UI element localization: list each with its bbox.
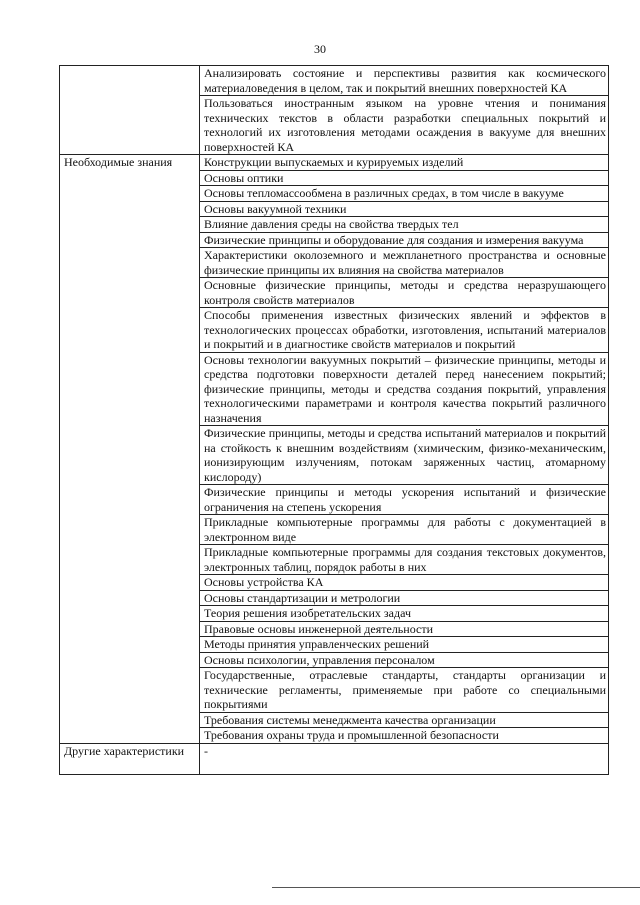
knowledge-item: Физические принципы, методы и средства испытаний материалов и покрытий на стойкость к внешним воздействиям (химическим, физико-механическим, ионизирующим излучениям, потокам заряженных частиц, атомарному кислороду) (200, 426, 609, 485)
category-cell-empty (60, 66, 200, 155)
knowledge-item: Основы оптики (200, 170, 609, 186)
table-row (60, 743, 609, 774)
knowledge-item: Основы психологии, управления персоналом (200, 652, 609, 668)
knowledge-item: Теория решения изобретательских задач (200, 606, 609, 622)
category-label-other: Другие характеристики (60, 743, 200, 774)
competency-table-body (60, 66, 609, 775)
knowledge-item: Основные физические принципы, методы и средства неразрушающего контроля свойств материалов (200, 278, 609, 308)
knowledge-item: Основы тепломассообмена в различных средах, в том числе в вакууме (200, 186, 609, 202)
knowledge-item: Требования системы менеджмента качества организации (200, 712, 609, 728)
knowledge-item: Государственные, отраслевые стандарты, стандарты организации и технические регламенты, применяемые при работе со специальными покрытиями (200, 668, 609, 713)
knowledge-item: Основы вакуумной техники (200, 201, 609, 217)
page-number: 30 (314, 42, 326, 56)
bottom-divider (272, 887, 640, 888)
knowledge-item: Способы применения известных физических явлений и эффектов в технологических процессах обработки, изготовления, испытаний материалов и покрытий и в диагностике свойств материалов и покрытий (200, 308, 609, 353)
ability-item: Анализировать состояние и перспективы развития как космического материаловедения в целом, так и покрытий внешних поверхностей КА (200, 66, 609, 96)
competency-table (59, 65, 609, 775)
knowledge-item: Физические принципы и методы ускорения испытаний и физические ограничения на степень ускорения (200, 485, 609, 515)
knowledge-item: Методы принятия управленческих решений (200, 637, 609, 653)
other-value: - (200, 743, 609, 774)
table-row (60, 66, 609, 96)
knowledge-item: Конструкции выпускаемых и курируемых изделий (200, 155, 609, 171)
knowledge-item: Прикладные компьютерные программы для создания текстовых документов, электронных таблиц, порядок работы в них (200, 545, 609, 575)
knowledge-item: Основы устройства КА (200, 575, 609, 591)
knowledge-item: Характеристики околоземного и межпланетного пространства и основные физические принципы их влияния на свойства материалов (200, 248, 609, 278)
knowledge-item: Физические принципы и оборудование для создания и измерения вакуума (200, 232, 609, 248)
knowledge-item: Влияние давления среды на свойства твердых тел (200, 217, 609, 233)
category-label-knowledge: Необходимые знания (60, 155, 200, 744)
knowledge-item: Правовые основы инженерной деятельности (200, 621, 609, 637)
knowledge-item: Прикладные компьютерные программы для работы с документацией в электронном виде (200, 515, 609, 545)
knowledge-item: Основы технологии вакуумных покрытий – физические принципы, методы и средства подготовки поверхности деталей перед нанесением покрытий; физические принципы, методы и средства создания покрытий, управления технологическими параметрами и контроля качества покрытий различного назначения (200, 352, 609, 426)
ability-item: Пользоваться иностранным языком на уровне чтения и понимания технических текстов в области разработки специальных покрытий и технологий их изготовления методами осаждения в вакууме для внешних поверхностей КА (200, 96, 609, 155)
knowledge-item: Требования охраны труда и промышленной безопасности (200, 728, 609, 744)
table-row (60, 155, 609, 171)
knowledge-item: Основы стандартизации и метрологии (200, 590, 609, 606)
